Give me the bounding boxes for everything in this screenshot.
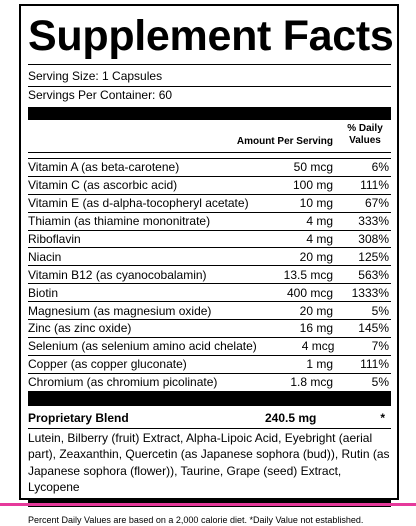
column-header [28, 120, 391, 153]
nutrient-row [28, 159, 391, 177]
nutrient-row [28, 177, 391, 195]
nutrient-amount: 20 mg [299, 303, 333, 318]
nutrient-name: Biotin [28, 285, 59, 300]
nutrient-amount: 100 mg [292, 178, 333, 193]
blend-dv: * [380, 410, 385, 425]
nutrient-dv: 563% [358, 267, 389, 282]
title-divider [28, 64, 391, 65]
nutrient-amount: 50 mcg [293, 160, 333, 175]
nutrient-dv: 333% [358, 214, 389, 229]
daily-values-header: % Daily Values [347, 123, 383, 146]
nutrient-amount: 1.8 mcg [290, 375, 333, 390]
supplement-facts-panel [19, 4, 399, 525]
nutrient-name: Thiamin (as thiamine mononitrate) [28, 214, 211, 229]
nutrient-dv: 6% [371, 160, 389, 175]
nutrient-row [28, 248, 391, 266]
blend-amount: 240.5 mg [265, 410, 317, 425]
nutrient-name: Vitamin E (as d-alpha-tocopheryl acetate) [28, 196, 249, 211]
thick-divider [28, 107, 391, 120]
nutrient-name: Selenium (as selenium amino acid chelate) [28, 339, 257, 354]
proprietary-blend-row [28, 408, 391, 428]
nutrient-dv: 5% [371, 303, 389, 318]
nutrient-name: Vitamin B12 (as cyanocobalamin) [28, 267, 207, 282]
nutrient-table [28, 158, 391, 392]
nutrient-row [28, 213, 391, 231]
nutrient-name: Magnesium (as magnesium oxide) [28, 303, 212, 318]
nutrient-row [28, 284, 391, 302]
nutrient-amount: 4 mcg [301, 339, 335, 354]
serving-size: Serving Size: 1 Capsules [28, 69, 163, 83]
nutrient-dv: 111% [360, 178, 389, 193]
nutrient-name: Chromium (as chromium picolinate) [28, 375, 218, 390]
nutrient-amount: 13.5 mcg [283, 267, 333, 282]
nutrient-name: Copper (as copper gluconate) [28, 357, 187, 372]
thick-divider-blend [28, 392, 391, 406]
amount-per-serving-header: Amount Per Serving [236, 136, 333, 147]
nutrient-amount: 10 mg [299, 196, 333, 211]
nutrient-row [28, 338, 391, 356]
panel-title: Supplement Facts [28, 12, 394, 60]
nutrient-row [28, 374, 391, 392]
nutrient-row [28, 302, 391, 320]
servings-per-container: Servings Per Container: 60 [28, 88, 173, 102]
blend-ingredients: Lutein, Bilberry (fruit) Extract, Alpha-Lipoic Acid, Eyebright (aerial part), Zeaxanthin, Quercetin (as Japanese sophora (bud)), Rutin (as Japanese sophora (flower)), Taurine, Grape (seed) Extract, Lycopene [28, 428, 391, 496]
accent-line [0, 503, 416, 506]
nutrient-dv: 67% [364, 196, 389, 211]
nutrient-amount: 4 mg [306, 214, 333, 229]
nutrient-dv: 125% [358, 249, 389, 264]
nutrient-name: Riboflavin [28, 232, 81, 246]
nutrient-amount: 1 mg [306, 357, 333, 372]
nutrient-dv: 111% [360, 357, 389, 372]
nutrient-dv: 1333% [351, 285, 389, 300]
nutrient-row [28, 231, 391, 249]
nutrient-dv: 308% [358, 232, 389, 246]
nutrient-name: Vitamin C (as ascorbic acid) [28, 178, 178, 193]
nutrient-name: Vitamin A (as beta-carotene) [28, 160, 180, 175]
nutrient-row [28, 320, 391, 338]
nutrient-row [28, 195, 391, 213]
nutrient-amount: 4 mg [306, 232, 333, 246]
nutrient-row [28, 266, 391, 284]
nutrient-name: Zinc (as zinc oxide) [28, 321, 132, 336]
nutrient-amount: 16 mg [299, 321, 333, 336]
nutrient-row [28, 356, 391, 374]
nutrient-amount: 400 mcg [286, 285, 333, 300]
nutrient-dv: 145% [358, 321, 389, 336]
footnote: Percent Daily Values are based on a 2,000 calorie diet. *Daily Value not established. [28, 514, 364, 525]
nutrient-name: Niacin [28, 249, 62, 264]
nutrient-amount: 20 mg [299, 249, 333, 264]
nutrient-dv: 5% [371, 375, 389, 390]
nutrient-dv: 7% [371, 339, 389, 354]
blend-name: Proprietary Blend [28, 410, 129, 425]
